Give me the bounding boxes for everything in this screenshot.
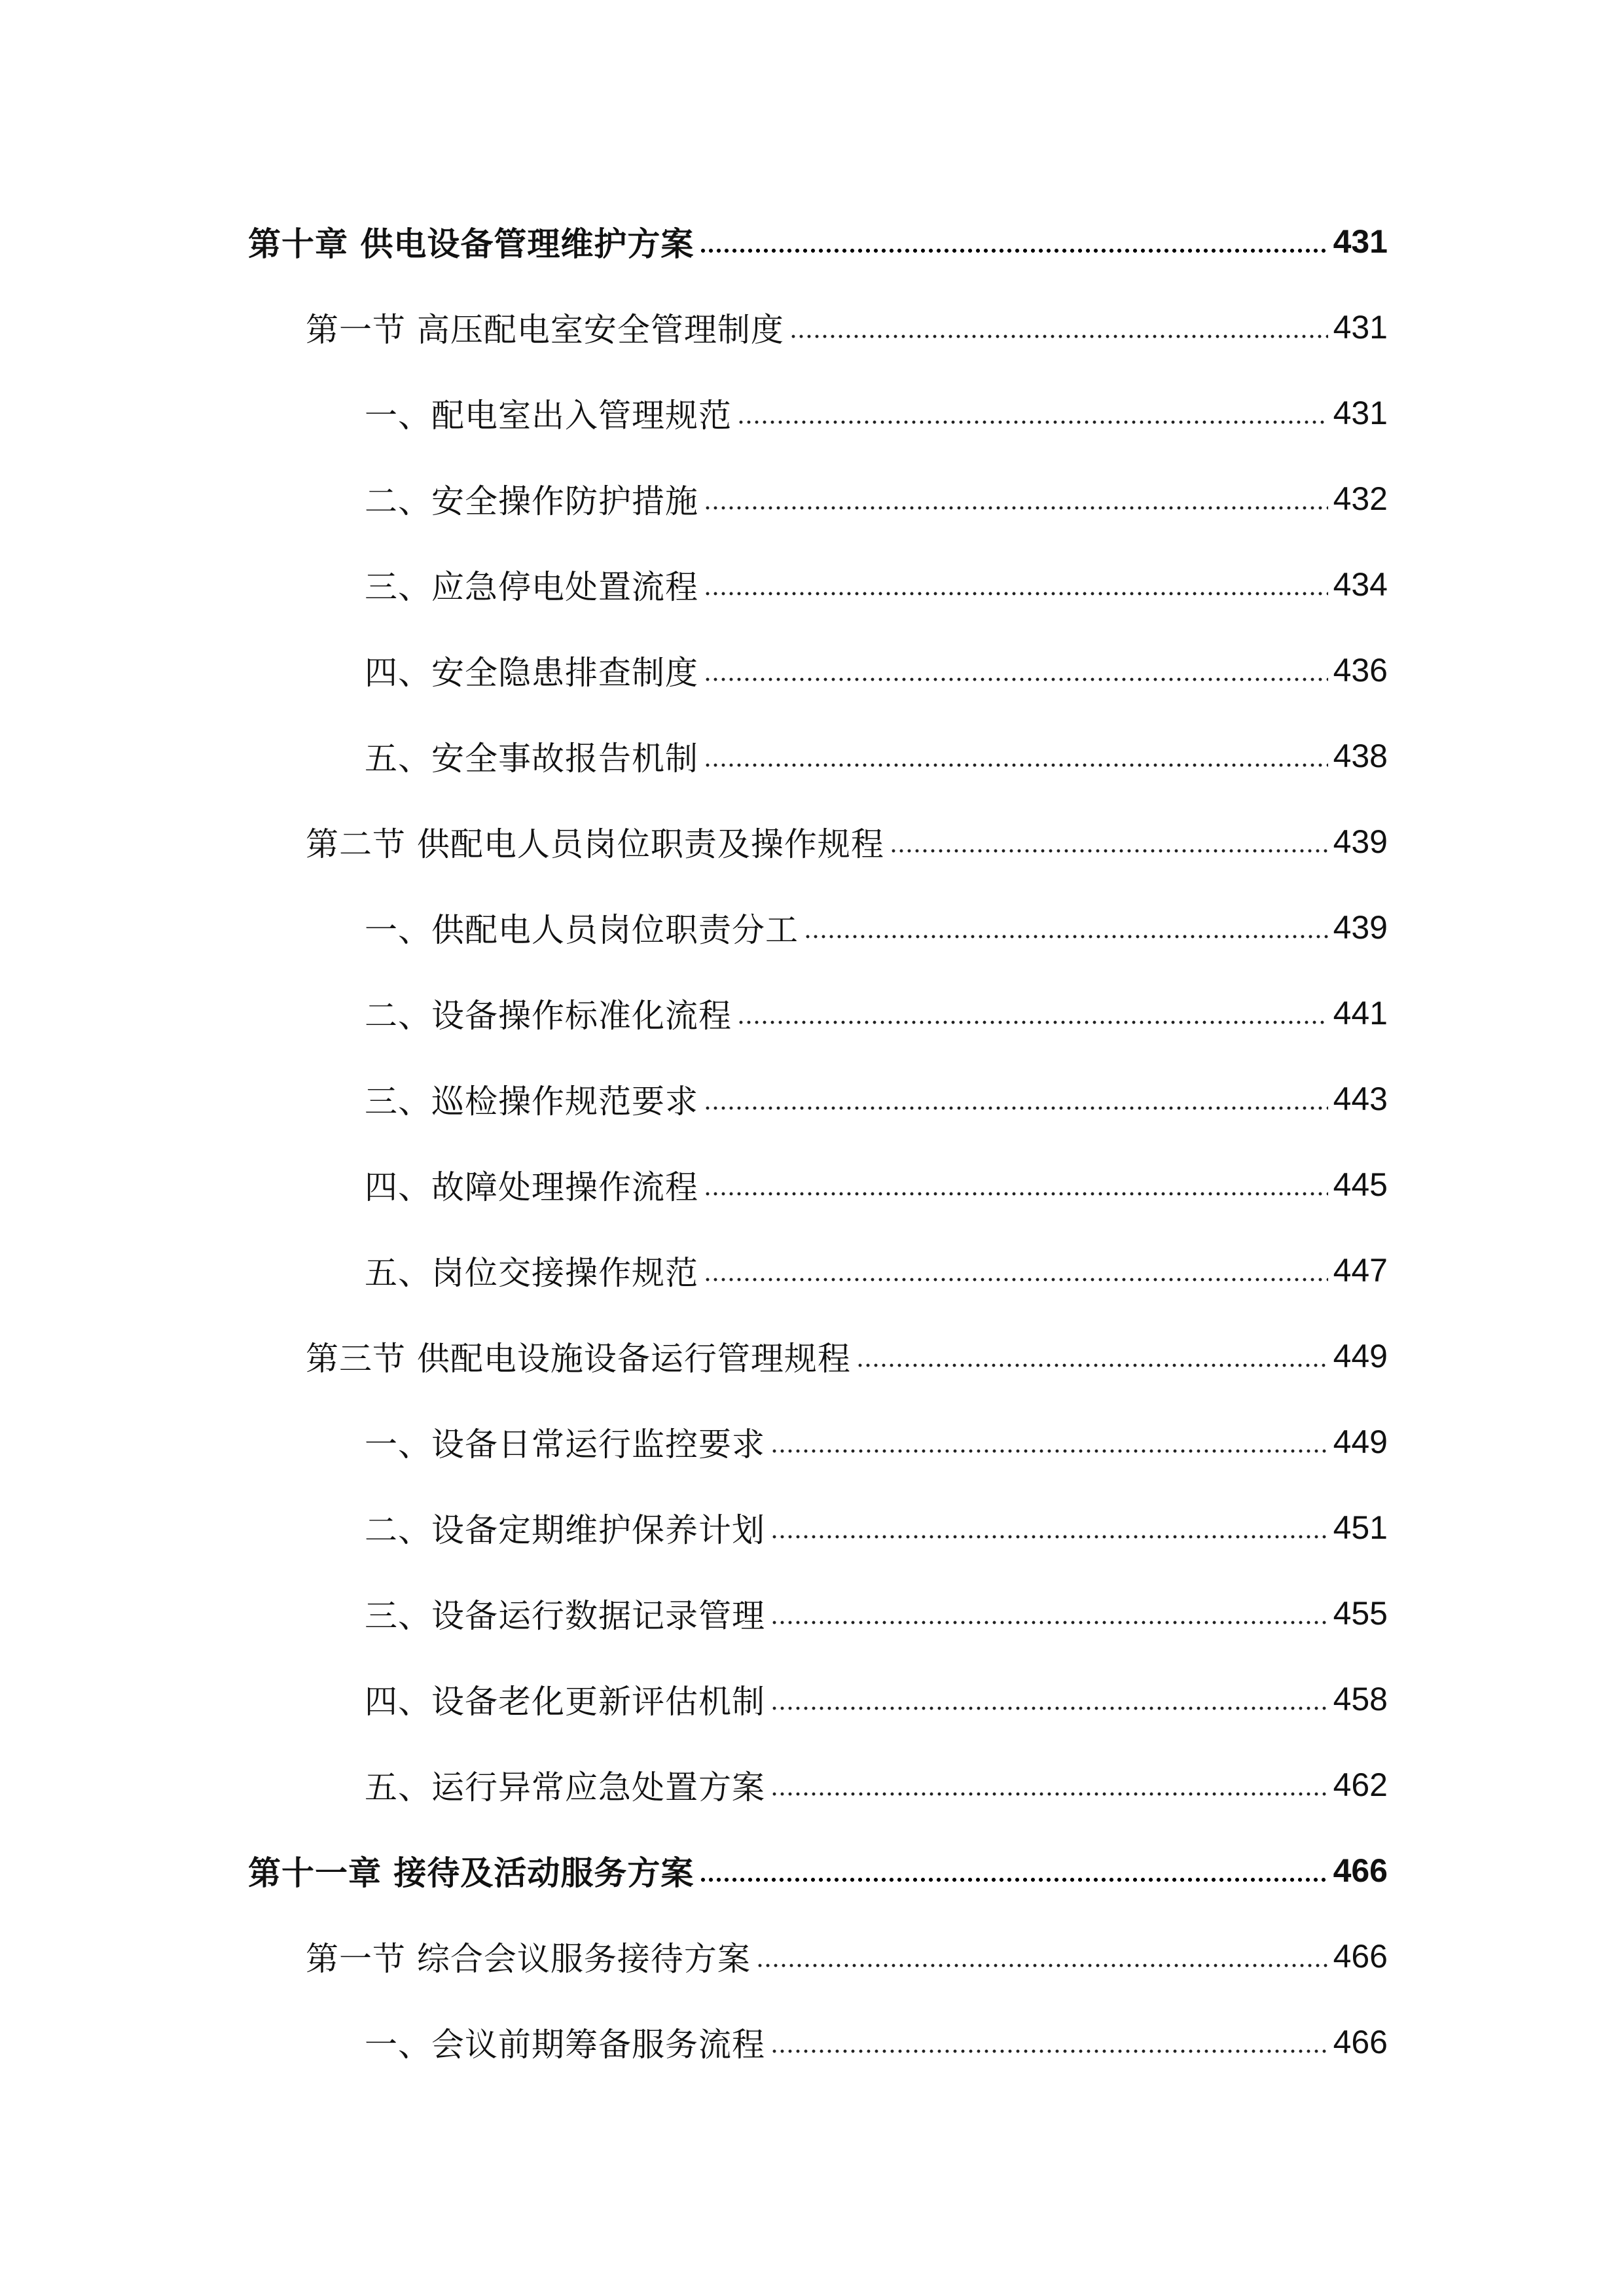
dot-leader [890,848,1328,853]
toc-entry-page-number: 432 [1333,480,1388,517]
dot-leader [770,1706,1328,1711]
toc-subsection-entry[interactable] [0,1742,1388,1827]
toc-entry-title: 第三节 供配电设施设备运行管理规程 [306,1339,851,1378]
toc-subsection-entry[interactable] [0,970,1388,1056]
toc-entry-page-number: 431 [1333,223,1388,260]
toc-entry-title: 第一节 高压配电室安全管理制度 [306,310,784,349]
toc-subsection-entry[interactable] [0,1227,1388,1313]
dot-leader [704,1191,1328,1196]
toc-entry-page-number: 466 [1333,1937,1388,1975]
dot-leader [704,591,1328,596]
toc-entry-title: 第一节 综合会议服务接待方案 [306,1939,751,1978]
toc-section-entry[interactable] [0,1913,1388,1999]
toc-subsection-entry[interactable] [0,456,1388,541]
dot-leader [704,1277,1328,1282]
toc-subsection-entry[interactable] [0,370,1388,456]
toc-entry-title: 第十章 供电设备管理维护方案 [248,224,695,263]
dot-leader [789,334,1328,339]
toc-entry-title: 四、安全隐患排查制度 [365,653,698,692]
toc-entry-page-number: 462 [1333,1766,1388,1803]
toc-entry-page-number: 439 [1333,908,1388,946]
toc-subsection-entry[interactable] [0,1656,1388,1742]
toc-entry-title: 一、配电室出入管理规范 [365,396,732,435]
toc-subsection-entry[interactable] [0,1999,1388,2085]
toc-entry-title: 三、应急停电处置流程 [365,567,698,606]
toc-entry-page-number: 441 [1333,994,1388,1031]
dot-leader [737,420,1328,425]
toc-entry-title: 二、设备操作标准化流程 [365,996,732,1035]
toc-entry-page-number: 455 [1333,1594,1388,1632]
dot-leader [770,2049,1328,2054]
dot-leader [699,1877,1327,1882]
toc-entry-page-number: 431 [1333,308,1388,346]
toc-entry-title: 一、会议前期筹备服务流程 [365,2025,765,2064]
dot-leader [704,762,1328,768]
dot-leader [770,1791,1328,1797]
dot-leader [704,505,1328,511]
toc-entry-page-number: 458 [1333,1680,1388,1717]
toc-entry-page-number: 449 [1333,1337,1388,1374]
toc-subsection-entry[interactable] [0,1484,1388,1570]
toc-entry-page-number: 436 [1333,651,1388,689]
toc-entry-title: 第十一章 接待及活动服务方案 [248,1854,695,1892]
dot-leader [856,1363,1328,1368]
toc-entry-title: 五、安全事故报告机制 [365,739,698,778]
toc-entry-title: 五、运行异常应急处置方案 [365,1768,765,1806]
toc-entry-title: 二、安全操作防护措施 [365,482,698,520]
toc-entry-title: 五、岗位交接操作规范 [365,1253,698,1292]
toc-subsection-entry[interactable] [0,1141,1388,1227]
toc-entry-page-number: 466 [1333,1852,1388,1889]
toc-entry-page-number: 449 [1333,1423,1388,1460]
toc-section-entry[interactable] [0,1313,1388,1399]
toc-entry-title: 三、巡检操作规范要求 [365,1082,698,1121]
toc-entry-page-number: 447 [1333,1251,1388,1289]
toc-entry-title: 第二节 供配电人员岗位职责及操作规程 [306,825,884,863]
toc-entry-title: 三、设备运行数据记录管理 [365,1596,765,1635]
toc-entry-page-number: 431 [1333,394,1388,431]
toc-subsection-entry[interactable] [0,627,1388,713]
toc-entry-title: 四、设备老化更新评估机制 [365,1682,765,1721]
toc-entry-title: 一、供配电人员岗位职责分工 [365,910,799,949]
dot-leader [737,1020,1328,1025]
dot-leader [770,1620,1328,1625]
toc-entry-title: 四、故障处理操作流程 [365,1168,698,1206]
dot-leader [770,1448,1328,1454]
dot-leader [770,1534,1328,1539]
dot-leader [704,1105,1328,1111]
toc-subsection-entry[interactable] [0,1056,1388,1141]
toc-subsection-entry[interactable] [0,541,1388,627]
table-of-contents [0,198,1624,2085]
dot-leader [756,1963,1328,1968]
toc-subsection-entry[interactable] [0,1570,1388,1656]
toc-entry-page-number: 445 [1333,1166,1388,1203]
toc-entry-page-number: 439 [1333,823,1388,860]
toc-section-entry[interactable] [0,798,1388,884]
toc-subsection-entry[interactable] [0,713,1388,798]
toc-entry-page-number: 466 [1333,2023,1388,2060]
toc-entry-page-number: 434 [1333,565,1388,603]
toc-subsection-entry[interactable] [0,884,1388,970]
toc-entry-page-number: 438 [1333,737,1388,774]
toc-subsection-entry[interactable] [0,1399,1388,1484]
toc-entry-page-number: 451 [1333,1509,1388,1546]
toc-chapter-entry[interactable] [0,1827,1388,1913]
toc-section-entry[interactable] [0,284,1388,370]
toc-entry-title: 一、设备日常运行监控要求 [365,1425,765,1463]
dot-leader [699,248,1327,253]
toc-chapter-entry[interactable] [0,198,1388,284]
toc-entry-title: 二、设备定期维护保养计划 [365,1511,765,1549]
dot-leader [804,934,1328,939]
dot-leader [704,677,1328,682]
toc-entry-page-number: 443 [1333,1080,1388,1117]
